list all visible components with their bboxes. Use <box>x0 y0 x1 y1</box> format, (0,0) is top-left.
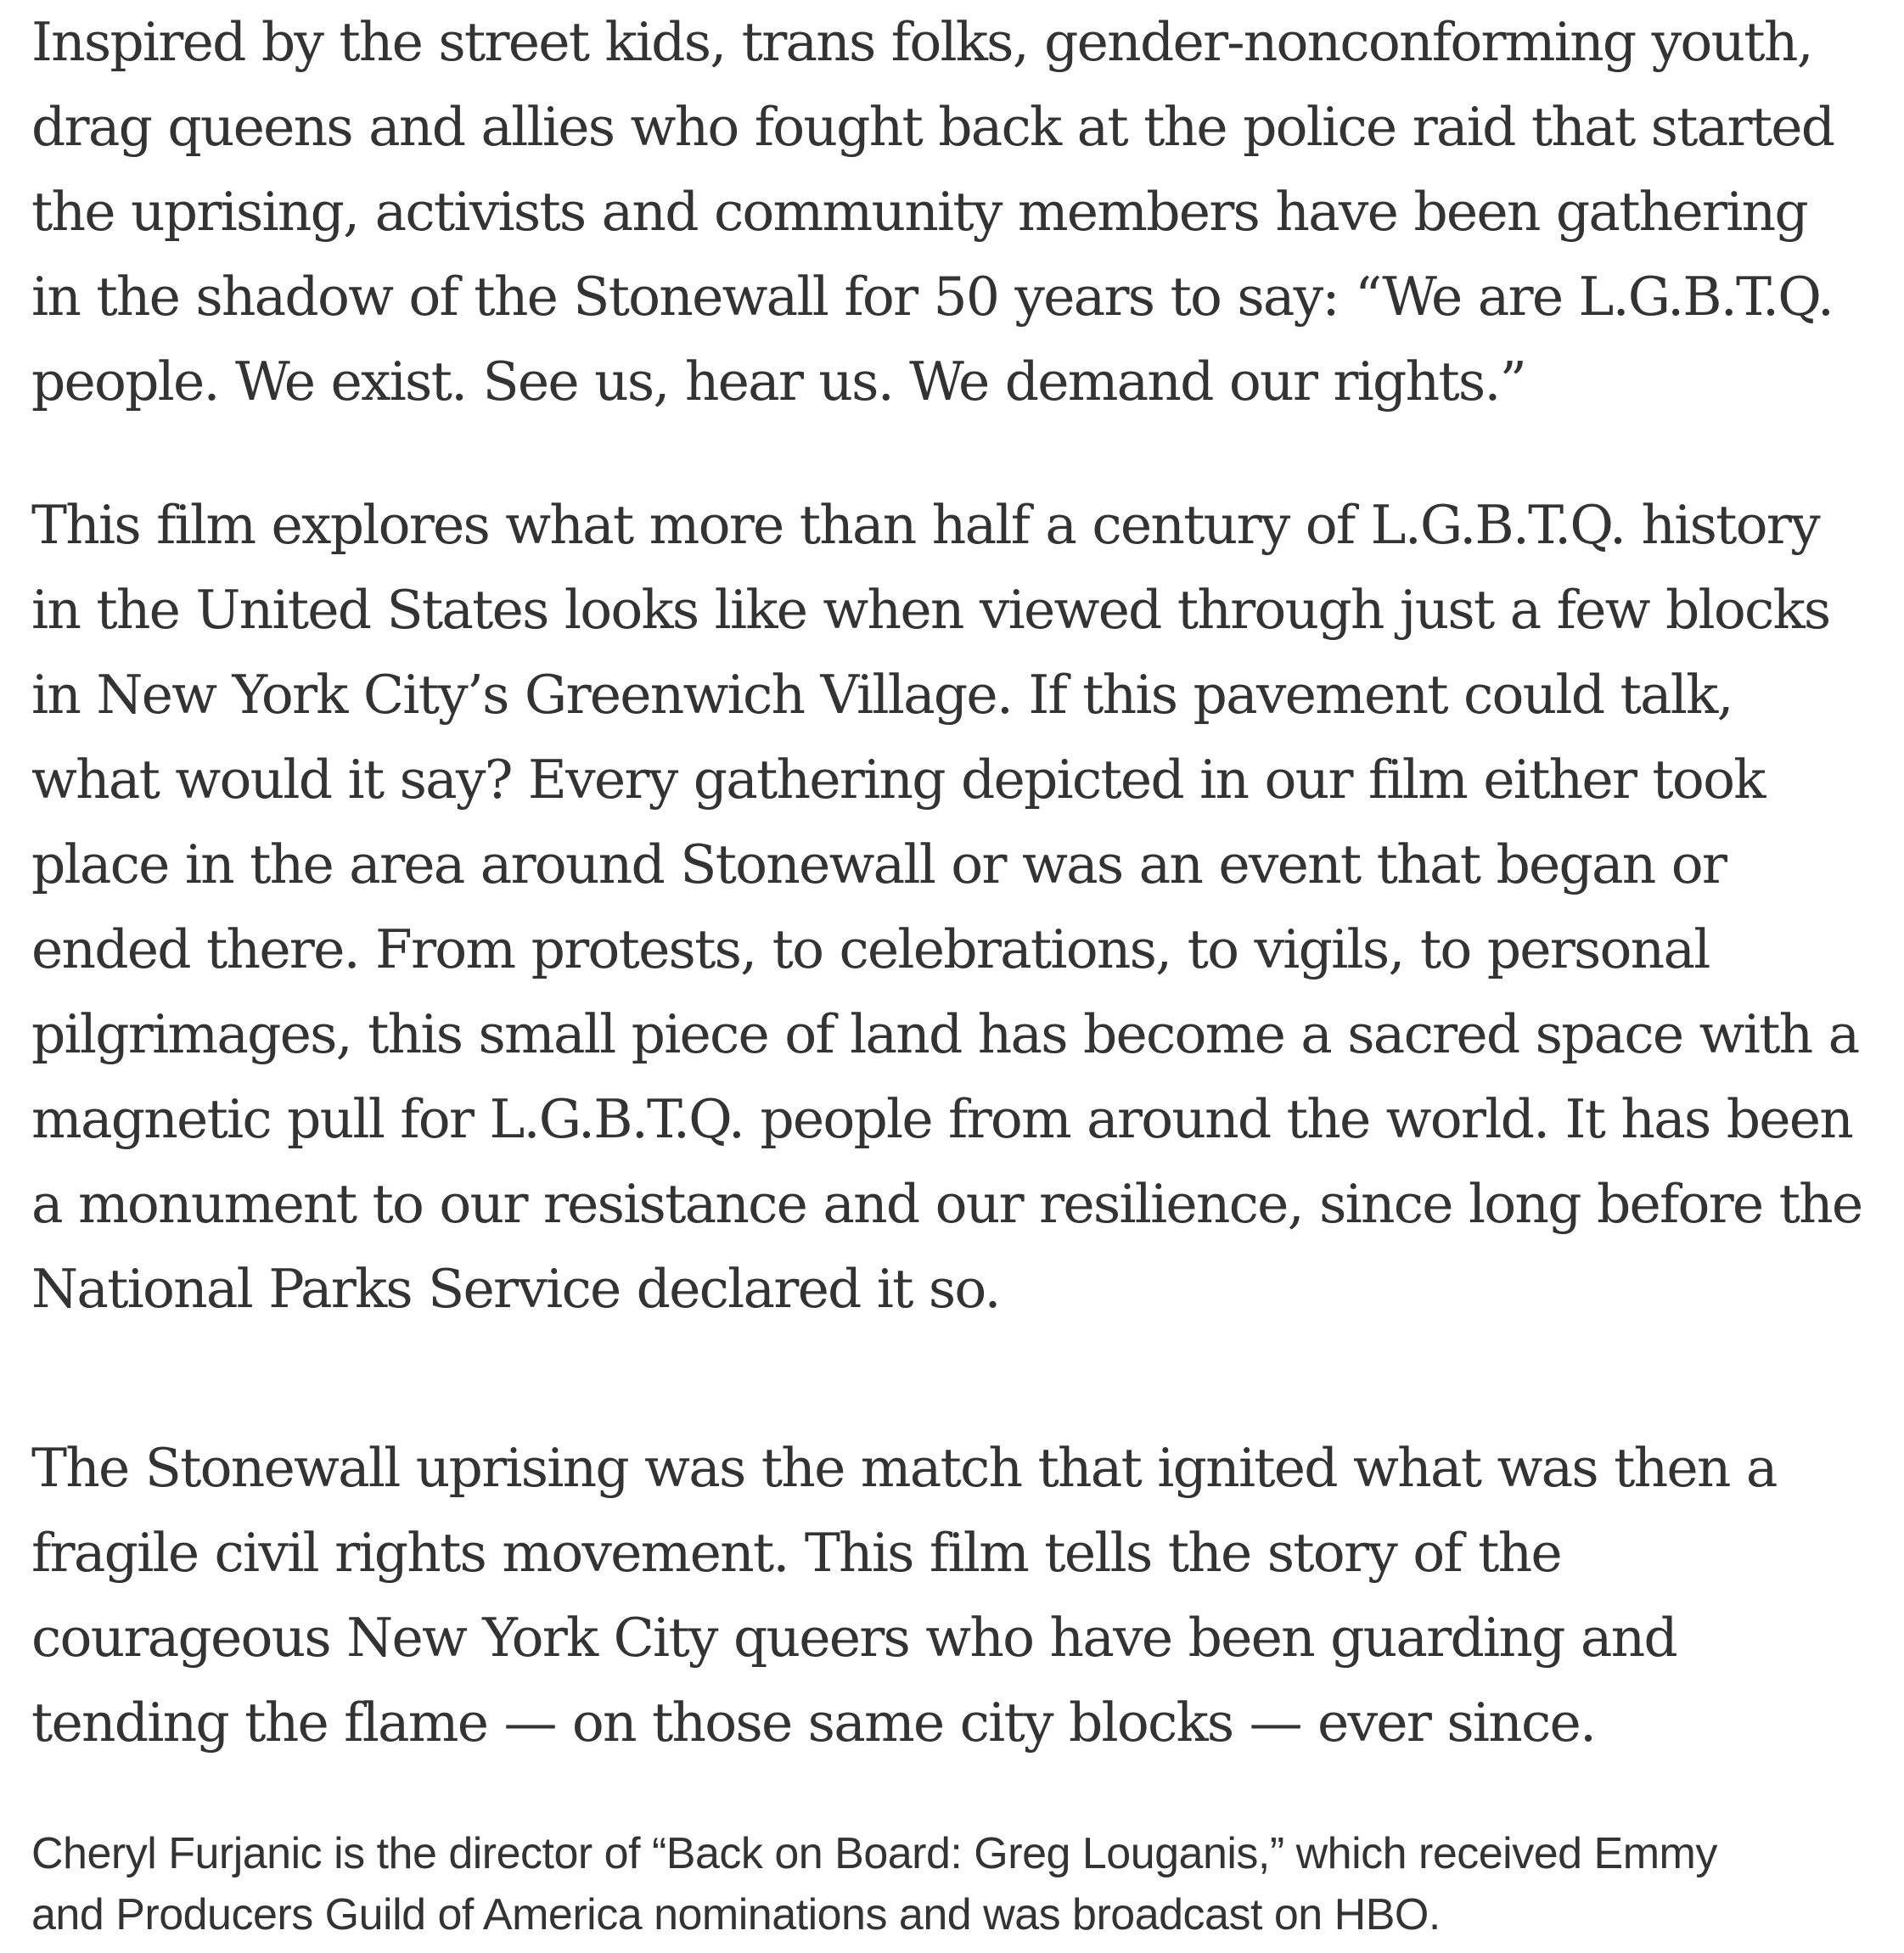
text-line: pilgrimages, this small piece of land has become a sacred space with a <box>31 1003 1859 1065</box>
paragraph-intro <box>31 0 1834 424</box>
text-line: the uprising, activists and community members have been gathering <box>31 181 1807 243</box>
paragraph-uprising <box>31 1426 1777 1765</box>
text-line: place in the area around Stonewall or was an event that began or <box>31 833 1727 895</box>
text-line: fragile civil rights movement. This film tells the story of the <box>31 1522 1561 1584</box>
text-line: tending the flame — on those same city blocks — ever since. <box>31 1692 1596 1754</box>
author-credit <box>31 1823 1717 1945</box>
text-line: Inspired by the street kids, trans folks, gender-nonconforming youth, <box>31 11 1812 73</box>
credit-line: Cheryl Furjanic is the director of “Back on Board: Greg Louganis,” which received Emmy <box>31 1829 1717 1878</box>
text-line: magnetic pull for L.G.B.T.Q. people from around the world. It has been <box>31 1088 1852 1150</box>
text-line: ended there. From protests, to celebrations, to vigils, to personal <box>31 918 1710 980</box>
paragraph-film-explores <box>31 483 1862 1332</box>
text-line: people. We exist. See us, hear us. We demand our rights.” <box>31 351 1526 412</box>
credit-line: and Producers Guild of America nominations and was broadcast on HBO. <box>31 1890 1441 1939</box>
text-line: This film explores what more than half a century of L.G.B.T.Q. history <box>31 494 1819 556</box>
text-line: The Stonewall uprising was the match that ignited what was then a <box>31 1437 1777 1499</box>
text-line: what would it say? Every gathering depicted in our film either took <box>31 749 1765 811</box>
text-line: in New York City’s Greenwich Village. If this pavement could talk, <box>31 664 1733 726</box>
text-line: a monument to our resistance and our resilience, since long before the <box>31 1173 1862 1235</box>
text-line: in the shadow of the Stonewall for 50 years to say: “We are L.G.B.T.Q. <box>31 266 1834 328</box>
text-line: National Parks Service declared it so. <box>31 1258 1000 1320</box>
text-line: in the United States looks like when viewed through just a few blocks <box>31 579 1830 641</box>
text-line: courageous New York City queers who have been guarding and <box>31 1607 1677 1669</box>
text-line: drag queens and allies who fought back at the police raid that started <box>31 96 1834 158</box>
